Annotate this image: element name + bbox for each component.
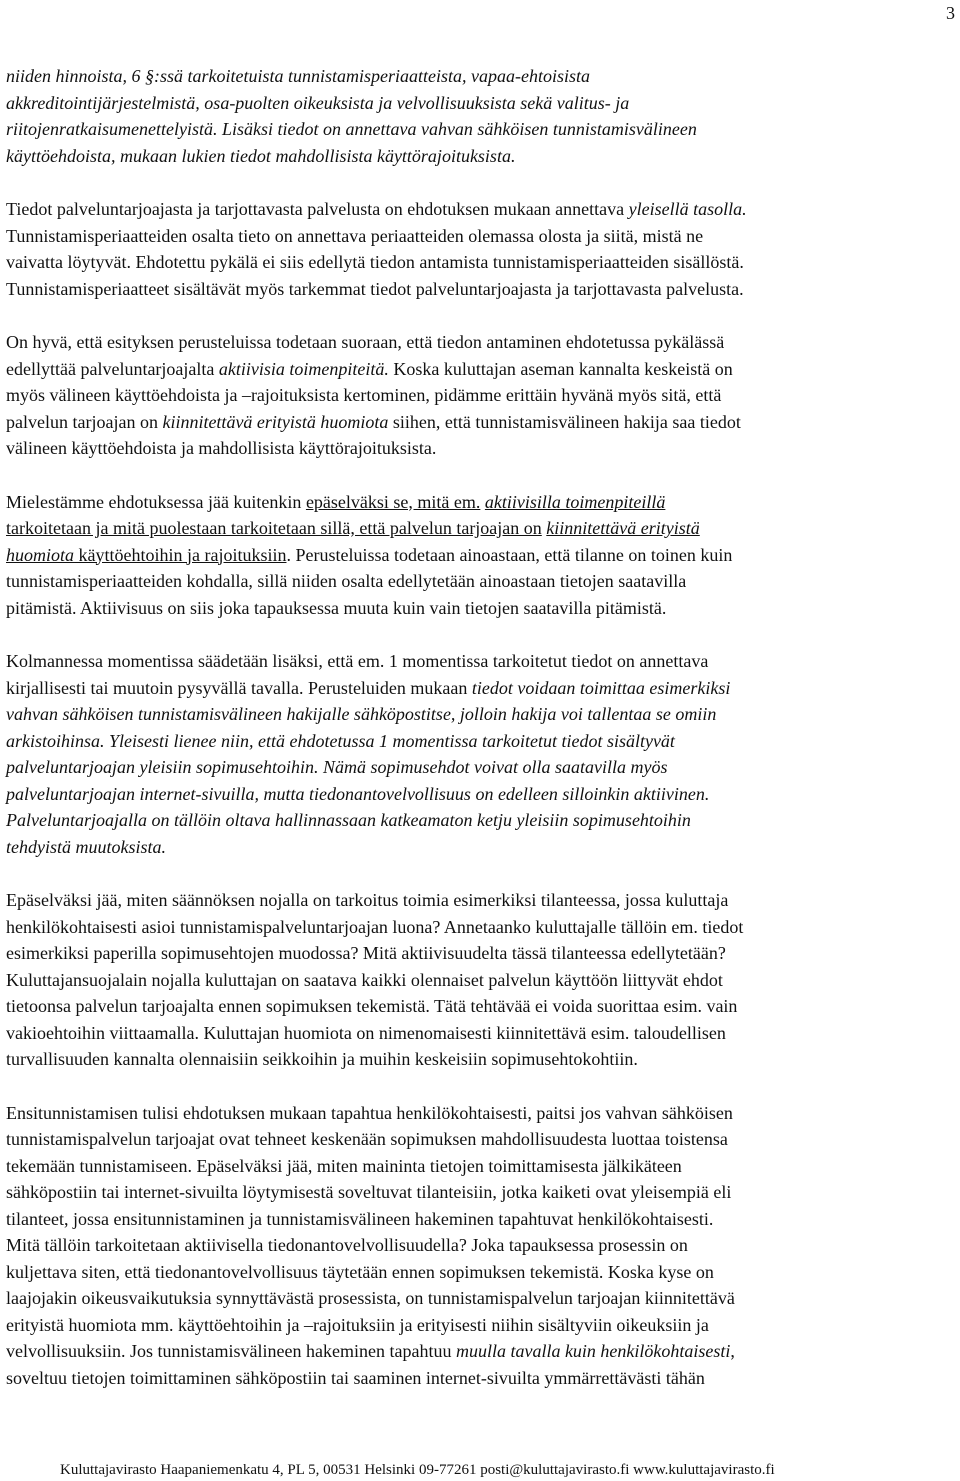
emphasized-text: kiinnitettävä erityistä huomiota <box>162 411 389 432</box>
text-line <box>6 728 954 755</box>
page-number: 3 <box>946 3 955 23</box>
text-run: turvallisuuden kannalta olennaisiin seikkoihin ja muihin keskeisiin sopimusehtokohtiin. <box>6 1049 638 1069</box>
text-run: palvelun tarjoajan on <box>6 411 163 432</box>
emphasized-text: aktiivisia toimenpiteitä. <box>218 358 389 379</box>
text-run: Tunnistamisperiaatteiden osalta tieto on annettava periaatteiden olemassa olosta ja siitä, mistä ne <box>6 225 704 246</box>
text-line <box>6 382 954 409</box>
text-run: tunnistamispalvelun tarjoajat ovat tehneet keskenään sopimuksen mahdollisuudesta luottaa toistensa <box>6 1129 728 1149</box>
underlined-text: tarkoitetaan ja mitä puolestaan tarkoitetaan sillä, että palvelun tarjoajan on <box>6 518 542 538</box>
text-line <box>6 595 954 622</box>
text-line <box>6 807 954 834</box>
emphasized-text: aktiivisilla toimenpiteillä <box>484 491 666 512</box>
emphasized-text: palveluntarjoajan internet-sivuilla, mutta tiedonantovelvollisuus on edelleen silloinkin aktiivinen. <box>6 783 710 804</box>
text-run: soveltuu tietojen toimittaminen sähköpostiin tai saaminen internet-sivuilta ymmärrettävästi tähän <box>6 1367 705 1388</box>
text-line <box>6 1153 954 1180</box>
text-line <box>6 993 954 1020</box>
emphasized-text: arkistoihinsa. Yleisesti lienee niin, että ehdotetussa 1 momentissa tarkoitetut tiedot sisältyvät <box>6 730 675 751</box>
text-run: Kolmannessa momentissa säädetään lisäksi, että em. 1 momentissa tarkoitetut tiedot on annettava <box>6 651 709 671</box>
text-line <box>6 1232 954 1259</box>
text-line <box>6 143 954 170</box>
paragraph <box>6 63 954 169</box>
text-run: Epäselväksi jää, miten säännöksen nojalla on tarkoitus toimia esimerkiksi tilanteessa, jossa kuluttaja <box>6 890 729 910</box>
text-run: velvollisuuksiin. Jos tunnistamisvälineen hakeminen tapahtuu <box>6 1341 456 1361</box>
underlined-text: käyttöehtoihin ja rajoituksiin <box>74 544 287 565</box>
text-line <box>6 834 954 861</box>
text-run: kuljettava siten, että tiedonantovelvollisuus täytetään ennen sopimuksen tekemistä. Koska kyse on <box>6 1261 714 1282</box>
text-line <box>6 940 954 967</box>
text-run: laajojakin oikeusvaikutuksia synnyttävästä prosessista, on tunnistamispalvelun tarjoajan kiinnitettävä <box>6 1288 735 1308</box>
text-line <box>6 435 954 462</box>
emphasized-text: akkreditointijärjestelmistä, osa-puolten oikeuksista ja velvollisuuksista sekä valitus- ja <box>6 92 630 113</box>
text-run: tilanteet, jossa ensitunnistaminen ja tunnistamisvälineen hakeminen tapahtuvat henkilökohtaisesti. <box>6 1208 714 1229</box>
text-run: , <box>730 1341 735 1361</box>
text-run: Kuluttajansuojalain nojalla kuluttajan on saatava kaikki olennaiset palvelun käyttöön liittyvät ehdot <box>6 969 723 990</box>
text-line <box>6 1259 954 1286</box>
text-run: On hyvä, että esityksen perusteluissa todetaan suoraan, että tiedon antaminen ehdotetussa pykälässä <box>6 332 725 352</box>
text-run: myös välineen käyttöehdoista ja –rajoituksista kertominen, pidämme erittäin hyvänä myös sitä, että <box>6 385 722 405</box>
text-run: tunnistamisperiaatteiden kohdalla, sillä niiden osalta edellytetään ainoastaan tietojen saatavilla <box>6 571 687 591</box>
text-line <box>6 409 954 436</box>
text-run: Ensitunnistamisen tulisi ehdotuksen mukaan tapahtua henkilökohtaisesti, paitsi jos vahvan sähköisen <box>6 1102 733 1123</box>
text-run: edellyttää palveluntarjoajalta <box>6 358 219 379</box>
text-line <box>6 1126 954 1153</box>
emphasized-text: Palveluntarjoajalla on tällöin oltava hallinnassaan katkeamaton ketju yleisiin sopimusehtoihin <box>6 810 691 830</box>
text-line <box>6 356 954 383</box>
text-run: siihen, että tunnistamisvälineen hakija saa tiedot <box>388 411 741 432</box>
text-run: . Perusteluissa todetaan ainoastaan, että tilanne on toinen kuin <box>286 544 733 565</box>
paragraph <box>6 887 954 1073</box>
text-run: tietoonsa palvelun tarjoajalta ennen sopimuksen tekemistä. Tätä tehtävää ei voida suorittaa esim. vain <box>6 996 738 1016</box>
text-line <box>6 1100 954 1127</box>
text-run: Mielestämme ehdotuksessa jää kuitenkin <box>6 491 306 512</box>
text-line <box>6 63 954 90</box>
emphasized-text: niiden hinnoista, 6 §:ssä tarkoitetuista tunnistamisperiaatteista, vapaa-ehtoisista <box>6 66 590 86</box>
text-line <box>6 116 954 143</box>
emphasized-text: tehdyistä muutoksista. <box>6 836 166 857</box>
emphasized-text: tiedot voidaan toimittaa esimerkiksi <box>471 677 731 698</box>
paragraph <box>6 196 954 302</box>
document-body <box>6 63 954 1418</box>
text-line <box>6 914 954 941</box>
text-run: Koska kuluttajan aseman kannalta keskeistä on <box>388 358 733 379</box>
emphasized-text: vahvan sähköisen tunnistamisvälineen hakijalle sähköpostitse, jolloin hakija voi tallentaa se omiin <box>6 704 717 724</box>
text-line <box>6 967 954 994</box>
text-line <box>6 568 954 595</box>
text-line <box>6 754 954 781</box>
emphasized-text: yleisellä tasolla. <box>628 199 747 219</box>
text-run: esimerkiksi paperilla sopimusehtojen muodossa? Mitä aktiivisuudelta tässä tilanteessa edellytetään? <box>6 943 726 963</box>
text-line <box>6 329 954 356</box>
emphasized-text: muulla tavalla kuin henkilökohtaisesti <box>455 1341 731 1361</box>
text-line <box>6 1046 954 1073</box>
text-run: kirjallisesti tai muutoin pysyvällä tavalla. Perusteluiden mukaan <box>6 677 472 698</box>
text-line <box>6 542 954 569</box>
text-line <box>6 1206 954 1233</box>
text-line <box>6 515 954 542</box>
text-line <box>6 1179 954 1206</box>
text-line <box>6 489 954 516</box>
text-run: Tunnistamisperiaatteet sisältävät myös tarkemmat tiedot palveluntarjoajasta ja tarjottavasta palvelusta. <box>6 278 744 299</box>
page-footer: Kuluttajavirasto Haapaniemenkatu 4, PL 5, 00531 Helsinki 09-77261 posti@kuluttajavirasto.fi www.kuluttajavirasto.fi <box>60 1462 775 1478</box>
text-line <box>6 1365 954 1392</box>
text-line <box>6 223 954 250</box>
paragraph <box>6 489 954 622</box>
text-run: pitämistä. Aktiivisuus on siis joka tapauksessa muuta kuin vain tietojen saatavilla pitämistä. <box>6 597 667 618</box>
emphasized-text: riitojenratkaisumenettelyistä. Lisäksi tiedot on annettava vahvan sähköisen tunnistamisvälineen <box>6 119 697 139</box>
paragraph <box>6 1100 954 1392</box>
text-line <box>6 276 954 303</box>
text-line <box>6 1285 954 1312</box>
text-run: välineen käyttöehdoista ja mahdollisista käyttörajoituksista. <box>6 438 437 458</box>
text-line <box>6 1020 954 1047</box>
emphasized-text: palveluntarjoajan yleisiin sopimusehtoihin. Nämä sopimusehdot voivat olla saatavilla myös <box>6 757 668 777</box>
text-run: henkilökohtaisesti asioi tunnistamispalveluntarjoajan luona? Annetaanko kuluttajalle tällöin em. tiedot <box>6 916 744 937</box>
text-line <box>6 90 954 117</box>
text-line <box>6 648 954 675</box>
text-line <box>6 1338 954 1365</box>
text-run: vakioehtoihin viittaamalla. Kuluttajan huomiota on nimenomaisesti kiinnitettävä esim. taloudellisen <box>6 1022 726 1043</box>
text-line <box>6 781 954 808</box>
text-run: vaivatta löytyvät. Ehdotettu pykälä ei siis edellytä tiedon antamista tunnistamisperiaatteiden sisällöstä. <box>6 252 744 272</box>
emphasized-text: kiinnitettävä erityistä <box>546 518 700 538</box>
text-run: Tiedot palveluntarjoajasta ja tarjottavasta palvelusta on ehdotuksen mukaan annettava <box>6 199 629 219</box>
underlined-text: epäselväksi se, mitä em. <box>305 491 481 512</box>
text-run: tekemään tunnistamiseen. Epäselväksi jää, miten maininta tietojen toimittamisesta jälkikäteen <box>6 1155 682 1176</box>
paragraph <box>6 329 954 462</box>
emphasized-text: käyttöehdoista, mukaan lukien tiedot mahdollisista käyttörajoituksista. <box>6 145 516 166</box>
text-line <box>6 675 954 702</box>
emphasized-text: huomiota <box>6 544 75 565</box>
text-run: erityistä huomiota mm. käyttöehtoihin ja –rajoituksiin ja erityisesti niihin sisältyviin oikeuksiin ja <box>6 1314 709 1335</box>
text-line <box>6 887 954 914</box>
text-line <box>6 1312 954 1339</box>
text-line <box>6 196 954 223</box>
text-run: sähköpostiin tai internet-sivuilta löytymisestä soveltuvat tilanteisiin, jotka kaiketi ovat yleisempiä eli <box>6 1182 732 1202</box>
text-run: Mitä tällöin tarkoitetaan aktiivisella tiedonantovelvollisuudella? Joka tapauksessa prosessin on <box>6 1235 688 1255</box>
paragraph <box>6 648 954 860</box>
text-line <box>6 701 954 728</box>
text-line <box>6 249 954 276</box>
